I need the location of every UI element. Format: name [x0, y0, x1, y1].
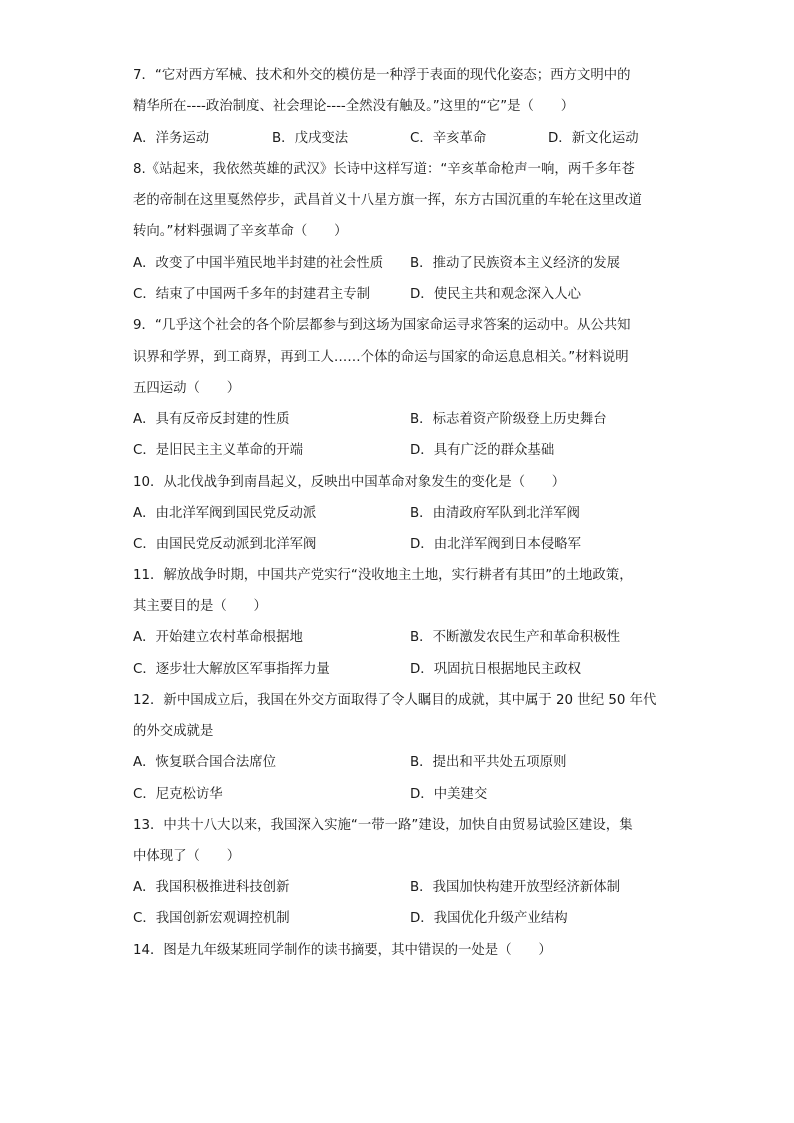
question-11-option-d[interactable]: D．巩固抗日根据地民主政权 — [410, 662, 581, 677]
question-12-line-2: 的外交成就是 — [133, 724, 214, 739]
question-13-option-a[interactable]: A．我国积极推进科技创新 — [133, 880, 290, 895]
question-8-option-c[interactable]: C．结束了中国两千多年的封建君主专制 — [133, 287, 370, 302]
question-11-option-a[interactable]: A．开始建立农村革命根据地 — [133, 630, 303, 645]
question-9-option-c[interactable]: C．是旧民主主义革命的开端 — [133, 443, 304, 458]
question-11-options-row-1 — [133, 629, 673, 647]
question-10-options-row-1 — [133, 505, 673, 523]
question-7-line-2: 精华所在----政治制度、社会理论----全然没有触及。”这里的“它”是（ ） — [133, 99, 575, 114]
question-13-option-b[interactable]: B．我国加快构建开放型经济新体制 — [410, 880, 621, 895]
question-14-line-1: 14．图是九年级某班同学制作的读书摘要，其中错误的一处是（ ） — [133, 943, 552, 958]
question-11-line-1: 11．解放战争时期，中国共产党实行“没收地主土地，实行耕者有其田”的土地政策， — [133, 568, 633, 583]
question-13-option-d[interactable]: D．我国优化升级产业结构 — [410, 911, 568, 926]
question-10-option-d[interactable]: D．由北洋军阀到日本侵略军 — [410, 537, 581, 552]
question-10-line-1: 10．从北伐战争到南昌起义，反映出中国革命对象发生的变化是（ ） — [133, 475, 566, 490]
question-8-line-1: 8.《站起来，我依然英雄的武汉》长诗中这样写道：“辛亥革命枪声一响，两千多年苍 — [133, 162, 635, 177]
question-12-option-a[interactable]: A．恢复联合国合法席位 — [133, 755, 277, 770]
question-13-line-1: 13．中共十八大以来，我国深入实施“一带一路”建设，加快自由贸易试验区建设，集 — [133, 818, 633, 833]
question-8-option-a[interactable]: A．改变了中国半殖民地半封建的社会性质 — [133, 256, 384, 271]
question-9-line-3: 五四运动（ ） — [133, 381, 241, 396]
question-7-option-b[interactable]: B．戊戌变法 — [272, 131, 349, 146]
question-12-option-b[interactable]: B．提出和平共处五项原则 — [410, 755, 567, 770]
question-11-option-b[interactable]: B．不断激发农民生产和革命积极性 — [410, 630, 621, 645]
question-9-line-1: 9．“几乎这个社会的各个阶层都参与到这场为国家命运寻求答案的运动中。从公共知 — [133, 318, 631, 333]
question-13-option-c[interactable]: C．我国创新宏观调控机制 — [133, 911, 290, 926]
question-13-line-2: 中体现了（ ） — [133, 849, 241, 864]
question-8-line-2: 老的帝制在这里戛然停步，武昌首义十八星方旗一挥，东方古国沉重的车轮在这里改道 — [133, 193, 642, 208]
question-11-option-c[interactable]: C．逐步壮大解放区军事指挥力量 — [133, 662, 330, 677]
question-9-option-a[interactable]: A．具有反帝反封建的性质 — [133, 412, 290, 427]
question-12-options-row-1 — [133, 754, 673, 772]
question-10-option-c[interactable]: C．由国民党反动派到北洋军阀 — [133, 537, 317, 552]
question-9-option-d[interactable]: D．具有广泛的群众基础 — [410, 443, 555, 458]
question-10-option-a[interactable]: A．由北洋军阀到国民党反动派 — [133, 506, 317, 521]
question-10-option-b[interactable]: B．由清政府军队到北洋军阀 — [410, 506, 580, 521]
question-10-options-row-2 — [133, 536, 673, 554]
question-13-options-row-2 — [133, 910, 673, 928]
question-11-line-2: 其主要目的是（ ） — [133, 599, 267, 614]
question-12-option-d[interactable]: D．中美建交 — [410, 787, 488, 802]
question-8-options-row-1 — [133, 255, 673, 273]
question-7-option-a[interactable]: A．洋务运动 — [133, 131, 210, 146]
question-7-line-1: 7．“它对西方军械、技术和外交的模仿是一种浮于表面的现代化姿态；西方文明中的 — [133, 68, 631, 83]
question-9-option-b[interactable]: B．标志着资产阶级登上历史舞台 — [410, 412, 607, 427]
question-8-option-d[interactable]: D．使民主共和观念深入人心 — [410, 287, 581, 302]
question-12-option-c[interactable]: C．尼克松访华 — [133, 787, 223, 802]
question-13-options-row-1 — [133, 879, 673, 897]
question-9-line-2: 识界和学界，到工商界，再到工人……个体的命运与国家的命运息息相关。”材料说明 — [133, 350, 629, 365]
question-8-line-3: 转向。”材料强调了辛亥革命（ ） — [133, 224, 348, 239]
question-8-options-row-2 — [133, 286, 673, 304]
question-7-option-d[interactable]: D．新文化运动 — [548, 131, 639, 146]
question-12-line-1: 12．新中国成立后，我国在外交方面取得了令人瞩目的成就，其中属于 20 世纪 50 年代 — [133, 693, 657, 708]
question-8-option-b[interactable]: B．推动了民族资本主义经济的发展 — [410, 256, 621, 271]
question-9-options-row-1 — [133, 411, 673, 429]
question-12-options-row-2 — [133, 786, 673, 804]
question-9-options-row-2 — [133, 442, 673, 460]
question-11-options-row-2 — [133, 661, 673, 679]
question-7-option-c[interactable]: C．辛亥革命 — [410, 131, 487, 146]
question-7-options — [133, 130, 673, 148]
